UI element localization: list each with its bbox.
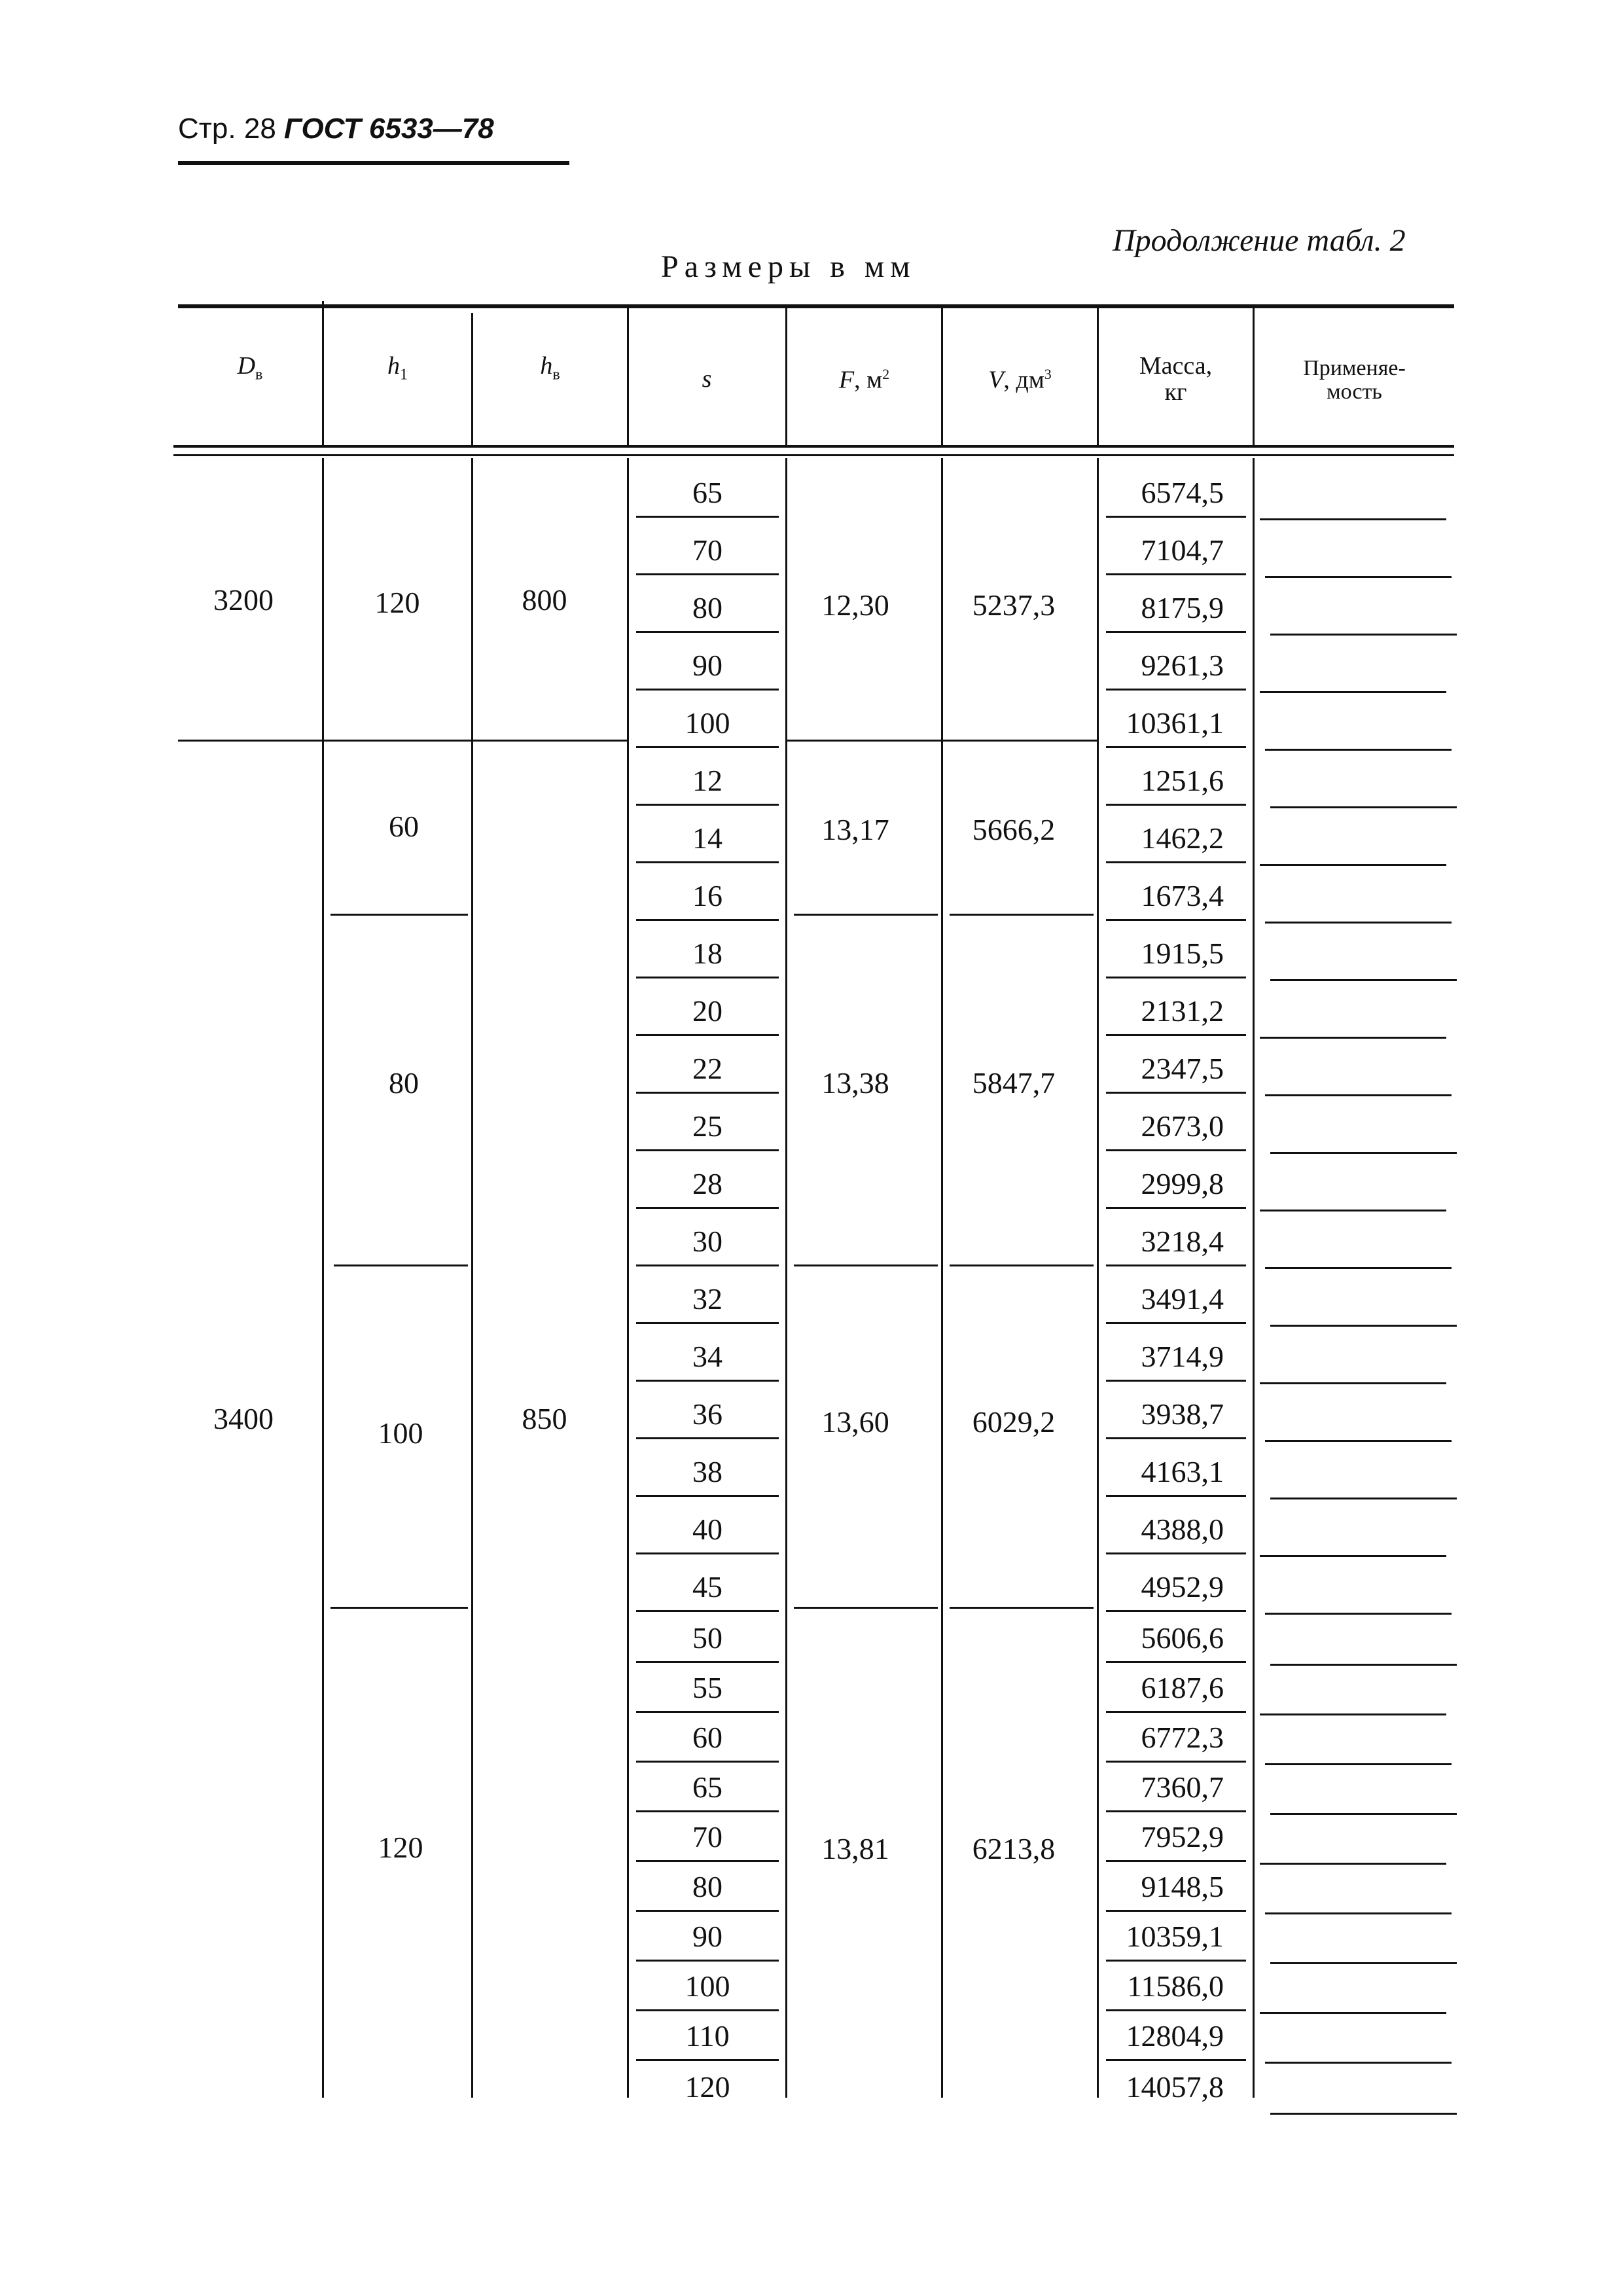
applicability-row-rule	[1270, 634, 1457, 636]
s-row-rule	[636, 1034, 779, 1036]
applicability-row-rule	[1260, 1382, 1446, 1384]
body-divider	[941, 458, 943, 2098]
mass-row-rule	[1106, 1910, 1246, 1912]
mass-value: 4388,0	[1141, 1513, 1224, 1546]
mass-value: 1673,4	[1141, 879, 1224, 912]
mass-row-rule	[1106, 1810, 1246, 1812]
group-separator-v	[950, 1607, 1094, 1609]
s-row-rule	[636, 573, 779, 575]
mass-value: 9148,5	[1141, 1870, 1224, 1903]
s-value: 34	[692, 1340, 722, 1373]
s-row-rule	[636, 1322, 779, 1324]
s-row-rule	[636, 1910, 779, 1912]
s-row-rule	[636, 1610, 779, 1612]
mass-value: 1462,2	[1141, 821, 1224, 855]
mass-row-rule	[1106, 1761, 1246, 1763]
s-value: 100	[685, 706, 730, 740]
group-separator-f	[787, 740, 941, 742]
v-value: 5237,3	[972, 588, 1056, 622]
s-value: 120	[685, 2070, 730, 2104]
mass-value: 2673,0	[1141, 1109, 1224, 1143]
h1-value: 60	[389, 810, 419, 843]
hb-value: 850	[522, 1402, 567, 1435]
mass-value: 7104,7	[1141, 533, 1224, 567]
mass-row-rule	[1106, 516, 1246, 518]
s-value: 65	[692, 476, 722, 509]
group-separator-h1	[330, 914, 468, 916]
s-row-rule	[636, 1207, 779, 1209]
applicability-row-rule	[1270, 806, 1457, 808]
applicability-row-rule	[1260, 864, 1446, 866]
column-header-applicability: Применяе- мость	[1303, 356, 1406, 404]
applicability-row-rule	[1270, 979, 1457, 981]
s-value: 100	[685, 1969, 730, 2003]
applicability-row-rule	[1265, 1912, 1452, 1914]
mass-row-rule	[1106, 1610, 1246, 1612]
h1-value: 120	[378, 1831, 423, 1864]
column-header-d: $D_в$	[237, 352, 263, 384]
s-value: 80	[692, 591, 722, 624]
s-value: 25	[692, 1109, 722, 1143]
s-value: 18	[692, 937, 722, 970]
group-separator-v	[943, 740, 1097, 742]
s-value: 22	[692, 1052, 722, 1085]
applicability-row-rule	[1270, 1664, 1457, 1666]
v-value: 5847,7	[972, 1066, 1056, 1100]
header-rule	[178, 161, 569, 165]
mass-value: 1251,6	[1141, 764, 1224, 797]
h1-value: 120	[374, 586, 420, 619]
h1-value: 100	[378, 1416, 423, 1450]
s-value: 80	[692, 1870, 722, 1903]
mass-value: 4952,9	[1141, 1570, 1224, 1604]
group-separator-f	[794, 1607, 938, 1609]
s-value: 90	[692, 1920, 722, 1953]
s-row-rule	[636, 1860, 779, 1862]
v-value: 5666,2	[972, 813, 1056, 846]
s-row-rule	[636, 746, 779, 748]
mass-row-rule	[1106, 2059, 1246, 2061]
mass-value: 5606,6	[1141, 1621, 1224, 1655]
mass-row-rule	[1106, 1322, 1246, 1324]
mass-row-rule	[1106, 1711, 1246, 1713]
s-row-rule	[636, 1661, 779, 1663]
d-value: 3200	[213, 583, 274, 617]
group-separator-f	[794, 1265, 938, 1266]
s-row-rule	[636, 919, 779, 921]
group-separator-h1	[334, 1265, 468, 1266]
mass-value: 7952,9	[1141, 1820, 1224, 1854]
applicability-row-rule	[1270, 1498, 1457, 1499]
column-header-f: F, $м^2$	[838, 366, 890, 394]
s-row-rule	[636, 689, 779, 691]
mass-value: 6187,6	[1141, 1671, 1224, 1704]
s-value: 60	[692, 1721, 722, 1754]
s-value: 16	[692, 879, 722, 912]
mass-row-rule	[1106, 1495, 1246, 1497]
mass-row-rule	[1106, 1661, 1246, 1663]
body-divider	[627, 458, 629, 2098]
header-divider	[471, 313, 473, 445]
mass-value: 3938,7	[1141, 1397, 1224, 1431]
mass-row-rule	[1106, 1860, 1246, 1862]
mass-value: 4163,1	[1141, 1455, 1224, 1488]
page-number: Стр. 28	[178, 113, 276, 145]
s-value: 55	[692, 1671, 722, 1704]
header-divider	[322, 301, 324, 445]
s-row-rule	[636, 1810, 779, 1812]
applicability-row-rule	[1265, 1613, 1452, 1615]
s-value: 38	[692, 1455, 722, 1488]
mass-row-rule	[1106, 977, 1246, 978]
column-header-hb: $h_в$	[540, 352, 560, 384]
s-value: 90	[692, 649, 722, 682]
applicability-row-rule	[1260, 691, 1446, 693]
group-separator-hb	[473, 740, 627, 742]
group-separator-f	[794, 914, 938, 916]
mass-row-rule	[1106, 1207, 1246, 1209]
group-separator-h1	[324, 740, 471, 742]
h1-value: 80	[389, 1066, 419, 1100]
applicability-row-rule	[1265, 1267, 1452, 1269]
mass-value: 7360,7	[1141, 1770, 1224, 1804]
page-header	[178, 113, 494, 145]
group-separator-v	[950, 1265, 1094, 1266]
s-value: 30	[692, 1225, 722, 1258]
s-value: 70	[692, 1820, 722, 1854]
v-value: 6029,2	[972, 1405, 1056, 1439]
applicability-row-rule	[1265, 576, 1452, 578]
mass-value: 10361,1	[1126, 706, 1224, 740]
dimensions-note: Размеры в мм	[661, 249, 916, 284]
applicability-row-rule	[1265, 922, 1452, 924]
s-value: 28	[692, 1167, 722, 1200]
mass-row-rule	[1106, 1265, 1246, 1266]
table-top-rule	[178, 304, 1454, 308]
s-row-rule	[636, 1092, 779, 1094]
s-value: 12	[692, 764, 722, 797]
f-value: 12,30	[821, 588, 889, 622]
mass-value: 2347,5	[1141, 1052, 1224, 1085]
s-value: 65	[692, 1770, 722, 1804]
mass-value: 6772,3	[1141, 1721, 1224, 1754]
applicability-row-rule	[1270, 1962, 1457, 1964]
mass-row-rule	[1106, 1552, 1246, 1554]
mass-value: 3491,4	[1141, 1282, 1224, 1316]
f-value: 13,38	[821, 1066, 889, 1100]
group-separator-d	[178, 740, 322, 742]
applicability-row-rule	[1265, 2062, 1452, 2064]
s-value: 70	[692, 533, 722, 567]
applicability-row-rule	[1260, 1713, 1446, 1715]
s-row-rule	[636, 516, 779, 518]
d-value: 3400	[213, 1402, 274, 1435]
mass-value: 8175,9	[1141, 591, 1224, 624]
mass-row-rule	[1106, 689, 1246, 691]
header-divider	[1253, 308, 1255, 445]
f-value: 13,17	[821, 813, 889, 846]
header-bottom-rule-2	[173, 454, 1454, 456]
applicability-row-rule	[1260, 1037, 1446, 1039]
header-divider	[627, 306, 629, 445]
continuation-note: Продолжение табл. 2	[1113, 223, 1406, 258]
body-divider	[1253, 458, 1255, 2098]
applicability-row-rule	[1265, 1440, 1452, 1442]
mass-row-rule	[1106, 1092, 1246, 1094]
s-value: 50	[692, 1621, 722, 1655]
mass-value: 2999,8	[1141, 1167, 1224, 1200]
s-row-rule	[636, 1960, 779, 1962]
mass-row-rule	[1106, 746, 1246, 748]
s-row-rule	[636, 1265, 779, 1266]
group-separator-v	[950, 914, 1094, 916]
s-row-rule	[636, 2009, 779, 2011]
mass-value: 3714,9	[1141, 1340, 1224, 1373]
s-row-rule	[636, 1437, 779, 1439]
s-value: 110	[685, 2019, 730, 2053]
mass-row-rule	[1106, 804, 1246, 806]
column-header-v: V, $дм^3$	[988, 366, 1052, 394]
s-value: 36	[692, 1397, 722, 1431]
s-value: 32	[692, 1282, 722, 1316]
header-bottom-rule-1	[173, 445, 1454, 448]
column-header-h1: $h_1$	[387, 352, 408, 384]
mass-value: 3218,4	[1141, 1225, 1224, 1258]
s-value: 14	[692, 821, 722, 855]
mass-value: 10359,1	[1126, 1920, 1224, 1953]
applicability-row-rule	[1270, 1325, 1457, 1327]
mass-row-rule	[1106, 1960, 1246, 1962]
s-value: 45	[692, 1570, 722, 1604]
applicability-row-rule	[1260, 1210, 1446, 1211]
s-row-rule	[636, 1380, 779, 1382]
s-row-rule	[636, 977, 779, 978]
body-divider	[785, 458, 787, 2098]
s-value: 20	[692, 994, 722, 1028]
mass-value: 2131,2	[1141, 994, 1224, 1028]
mass-row-rule	[1106, 631, 1246, 633]
applicability-row-rule	[1265, 1094, 1452, 1096]
mass-value: 14057,8	[1126, 2070, 1224, 2104]
v-value: 6213,8	[972, 1832, 1056, 1865]
applicability-row-rule	[1265, 749, 1452, 751]
s-row-rule	[636, 631, 779, 633]
mass-value: 11586,0	[1127, 1969, 1224, 2003]
body-divider	[1097, 458, 1099, 2098]
header-divider	[785, 308, 787, 445]
s-row-rule	[636, 1149, 779, 1151]
f-value: 13,60	[821, 1405, 889, 1439]
column-header-s: s	[702, 365, 712, 393]
mass-value: 12804,9	[1126, 2019, 1224, 2053]
applicability-row-rule	[1270, 1813, 1457, 1815]
group-separator-h1	[330, 1607, 468, 1609]
mass-row-rule	[1106, 573, 1246, 575]
applicability-row-rule	[1270, 1152, 1457, 1154]
s-row-rule	[636, 2059, 779, 2061]
applicability-row-rule	[1260, 2012, 1446, 2014]
body-divider	[471, 458, 473, 2098]
applicability-row-rule	[1260, 1863, 1446, 1865]
mass-value: 6574,5	[1141, 476, 1224, 509]
mass-row-rule	[1106, 1034, 1246, 1036]
s-row-rule	[636, 1552, 779, 1554]
mass-row-rule	[1106, 861, 1246, 863]
applicability-row-rule	[1270, 2113, 1457, 2115]
mass-row-rule	[1106, 1437, 1246, 1439]
mass-row-rule	[1106, 1149, 1246, 1151]
column-header-mass: Масса, кг	[1139, 352, 1213, 406]
header-divider	[941, 308, 943, 445]
mass-value: 9261,3	[1141, 649, 1224, 682]
header-divider	[1097, 308, 1099, 445]
f-value: 13,81	[821, 1832, 889, 1865]
s-row-rule	[636, 1711, 779, 1713]
s-row-rule	[636, 1761, 779, 1763]
applicability-row-rule	[1265, 1763, 1452, 1765]
s-row-rule	[636, 861, 779, 863]
standard-reference: ГОСТ 6533—78	[284, 113, 494, 145]
mass-row-rule	[1106, 1380, 1246, 1382]
body-divider	[322, 458, 324, 2098]
s-row-rule	[636, 1495, 779, 1497]
mass-row-rule	[1106, 919, 1246, 921]
applicability-row-rule	[1260, 1555, 1446, 1557]
applicability-row-rule	[1260, 518, 1446, 520]
mass-row-rule	[1106, 2009, 1246, 2011]
s-row-rule	[636, 804, 779, 806]
mass-value: 1915,5	[1141, 937, 1224, 970]
hb-value: 800	[522, 583, 567, 617]
s-value: 40	[692, 1513, 722, 1546]
